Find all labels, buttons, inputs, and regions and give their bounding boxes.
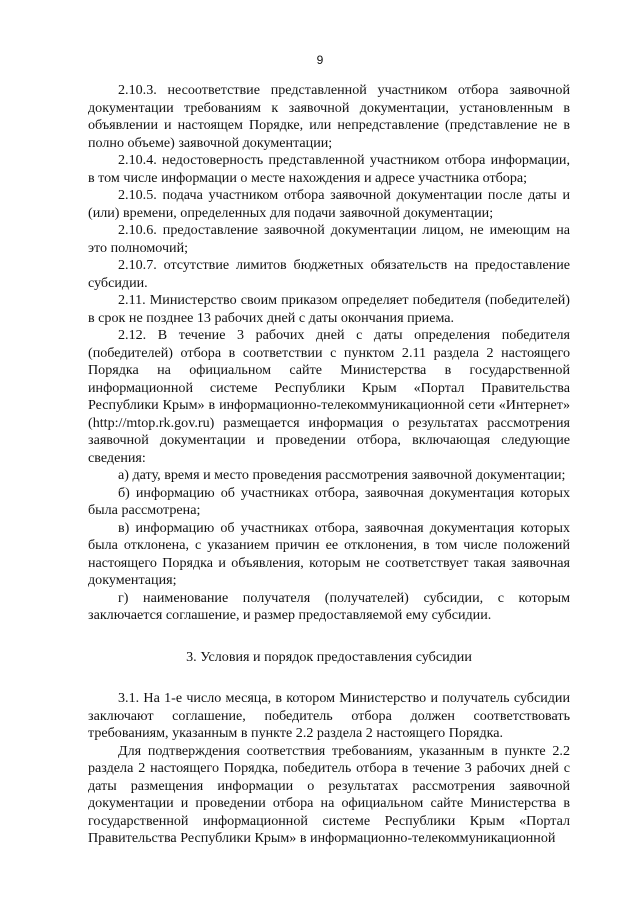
paragraph-3-1: 3.1. На 1-е число месяца, в котором Министерство и получатель субсидии заключают соглашение, победитель отбора должен соответствовать требованиям, указанным в пункте 2.2 раздела 2 настоящего Порядка. [88,690,570,741]
paragraph-2-10-3: 2.10.3. несоответствие представленной участником отбора заявочной документации требованиям к заявочной документации, установленным в объявлении и настоящем Порядке, или непредставление (представление не в полно объеме) заявочной документации; [88,82,570,151]
paragraph-2-12: 2.12. В течение 3 рабочих дней с даты определения победителя (победителей) отбора в соответствии с пунктом 2.11 раздела 2 настоящего Порядка на официальном сайте Министерства в государственной информационной системе Республики Крым «Портал Правительства Республики Крым» в информационно-телекоммуникационной сети «Интернет» (http://mtop.rk.gov.ru) размещается информация о результатах рассмотрения заявочной документации и проведении отбора, включающая следующие сведения: [88,327,570,466]
list-item-b: б) информацию об участниках отбора, заявочная документация которых была рассмотрена; [88,484,570,518]
paragraph-2-10-5: 2.10.5. подача участником отбора заявочной документации после даты и (или) времени, определенных для подачи заявочной документации; [88,187,570,221]
paragraph-2-11: 2.11. Министерство своим приказом определяет победителя (победителей) в срок не позднее 13 рабочих дней с даты окончания приема. [88,292,570,326]
section-heading: 3. Условия и порядок предоставления субсидии [186,648,472,665]
list-item-a: а) дату, время и место проведения рассмотрения заявочной документации; [118,467,566,483]
paragraph-3-1-confirmation: Для подтверждения соответствия требованиям, указанным в пункте 2.2 раздела 2 настоящего Порядка, победитель отбора в течение 3 рабочих дней с даты размещения информации о результатах рассмотрения заявочной документации и проведении отбора на официальном сайте Министерства в государственной информационной системе Республики Крым «Портал Правительства Республики Крым» в информационно-телекоммуникационной [88,742,570,846]
paragraph-2-10-4: 2.10.4. недостоверность представленной участником отбора информации, в том числе информации о месте нахождения и адресе участника отбора; [88,152,570,186]
list-item-v: в) информацию об участниках отбора, заявочная документация которых была отклонена, с указанием причин ее отклонения, в том числе положений настоящего Порядка и объявления, которым не соответствует такая заявочная документация; [88,519,570,588]
page-number: 9 [316,53,324,67]
list-item-g: г) наименование получателя (получателей) субсидии, с которым заключается соглашение, и размер предоставляемой ему субсидии. [88,589,570,623]
paragraph-2-10-7: 2.10.7. отсутствие лимитов бюджетных обязательств на предоставление субсидии. [88,257,570,291]
document-body [88,82,570,848]
paragraph-2-10-6: 2.10.6. предоставление заявочной документации лицом, не имеющим на это полномочий; [88,222,570,256]
